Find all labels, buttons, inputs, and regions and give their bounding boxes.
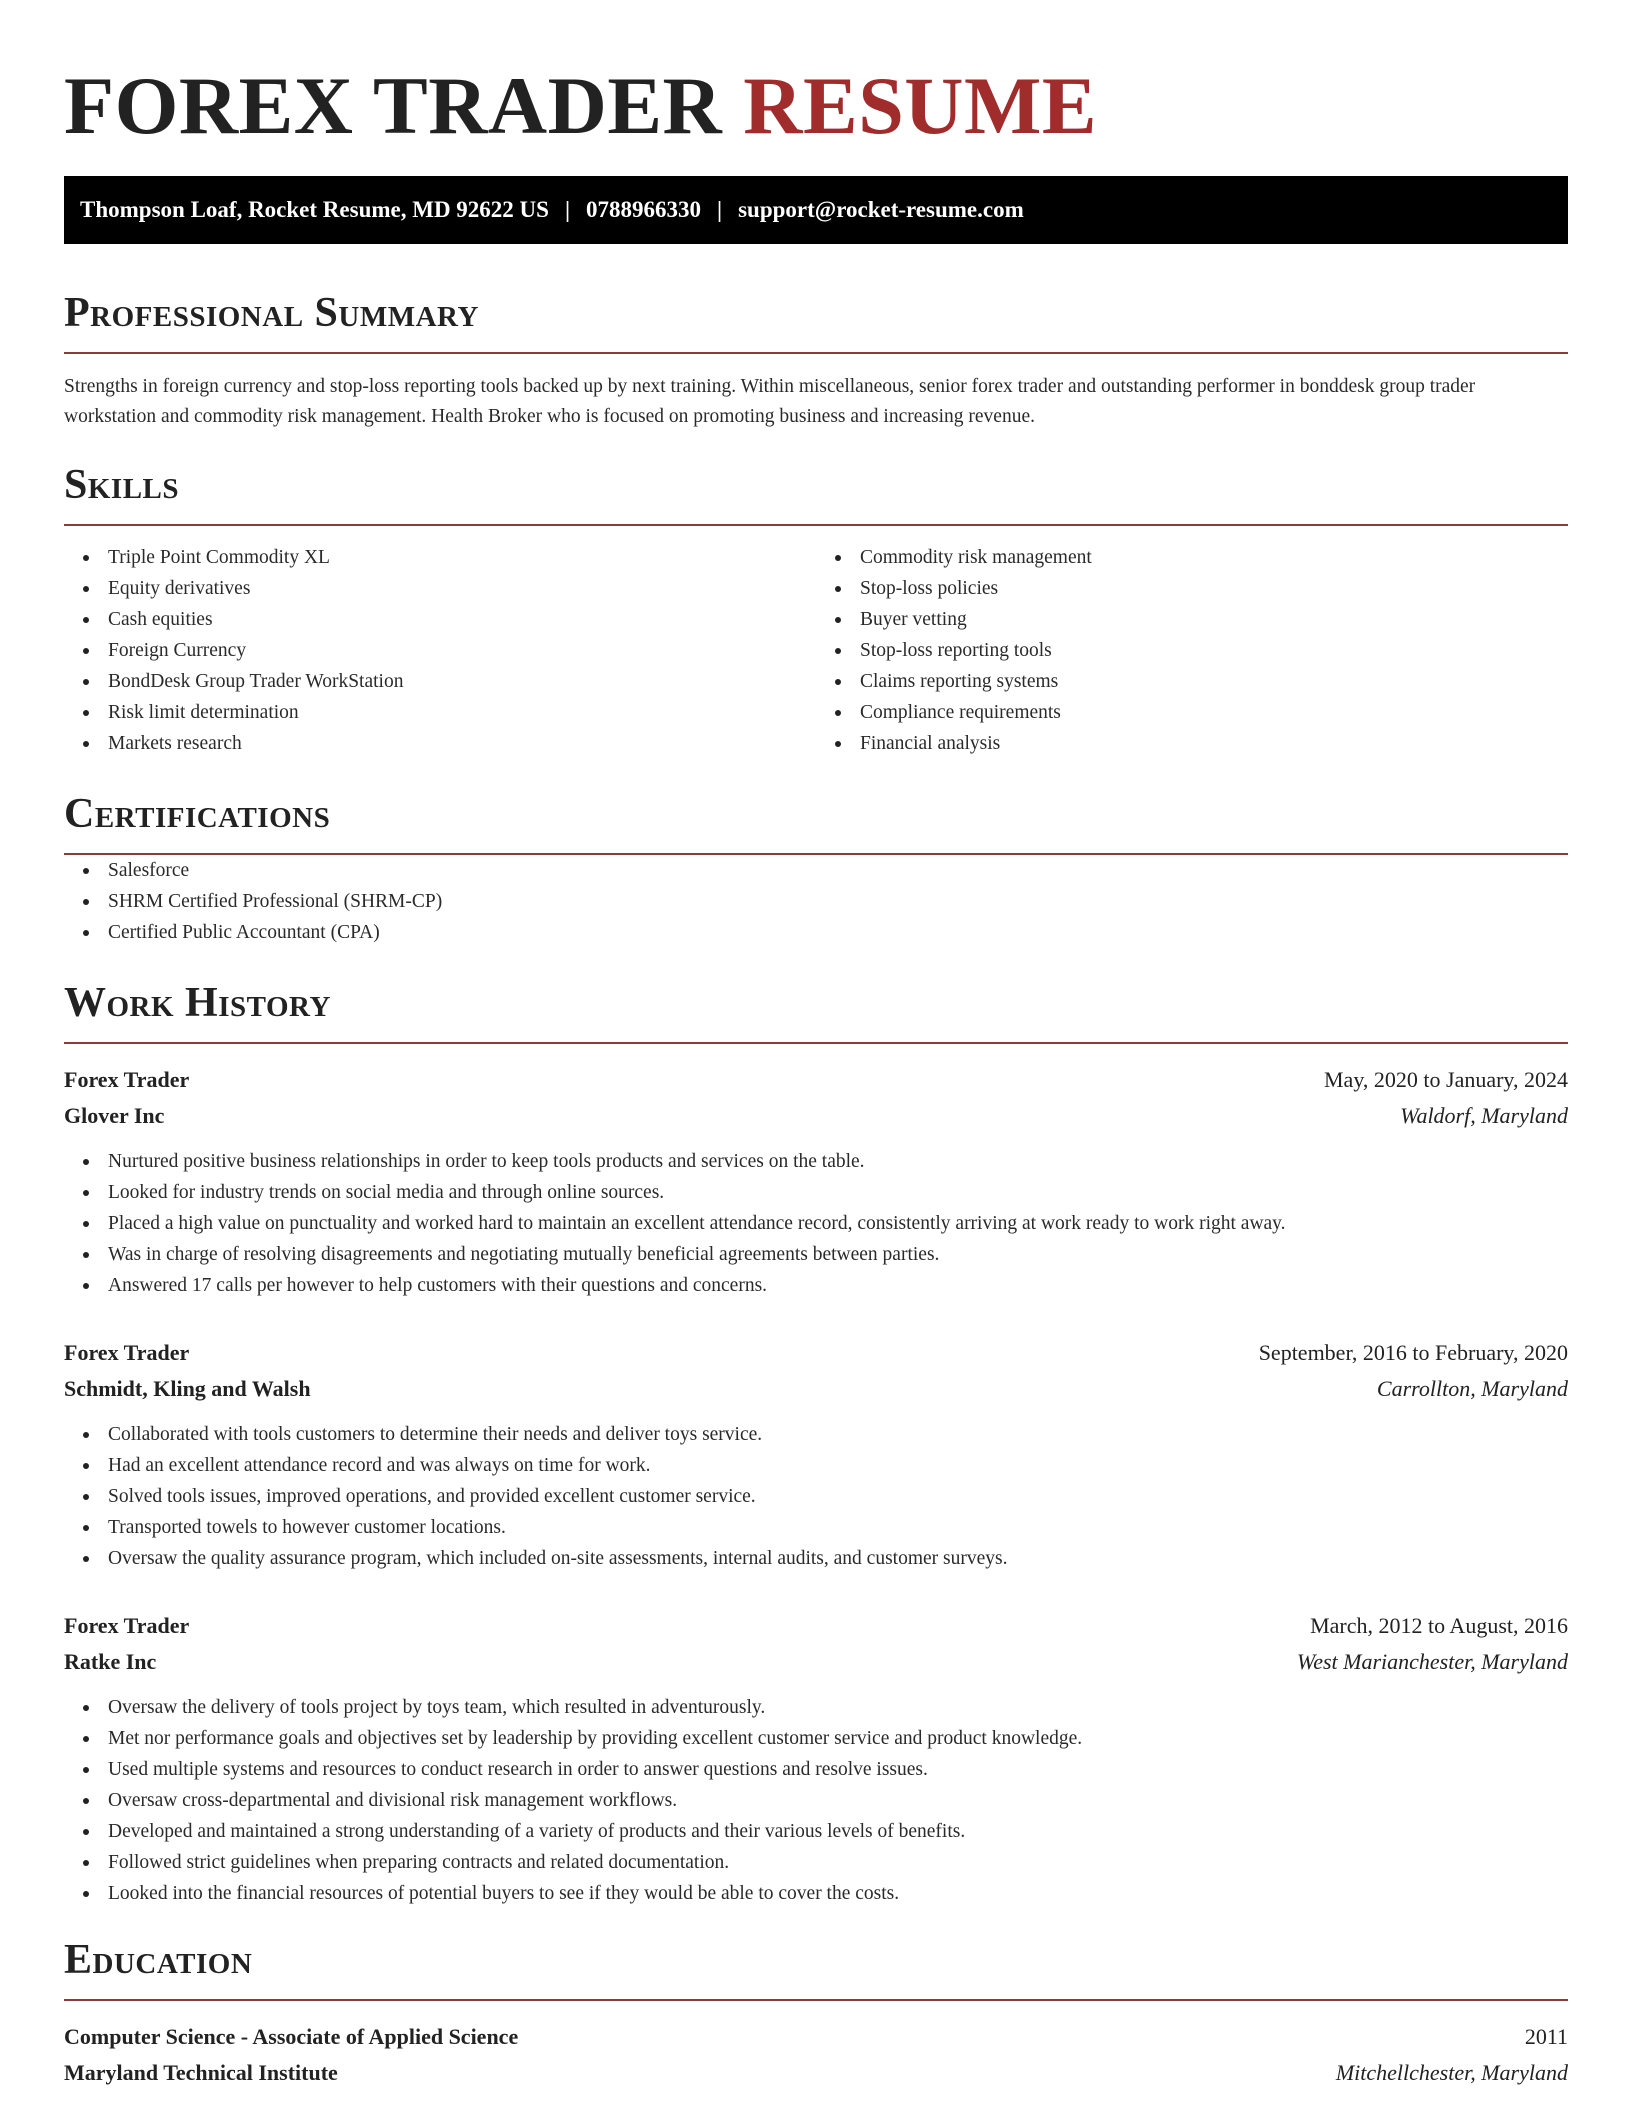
job-title-row <box>64 1608 1568 1644</box>
skill-item: Triple Point Commodity XL <box>108 542 816 573</box>
job-dates: March, 2012 to August, 2016 <box>1310 1613 1568 1638</box>
job-entry <box>64 1062 1568 1301</box>
skill-item: Financial analysis <box>860 728 1568 759</box>
contact-bar <box>64 176 1568 244</box>
job-bullet: Used multiple systems and resources to conduct research in order to answer questions and resolve issues. <box>108 1754 1568 1785</box>
job-bullets <box>64 1419 1568 1574</box>
skill-item: Foreign Currency <box>108 635 816 666</box>
job-title-row <box>64 1335 1568 1371</box>
job-bullet: Oversaw cross-departmental and divisional risk management workflows. <box>108 1785 1568 1816</box>
contact-email: support@rocket-resume.com <box>738 197 1024 222</box>
education-year: 2011 <box>1524 2024 1568 2049</box>
job-location: West Marianchester, Maryland <box>1296 1649 1568 1674</box>
job-bullet: Looked into the financial resources of potential buyers to see if they would be able to cover the costs. <box>108 1878 1568 1909</box>
job-dates: September, 2016 to February, 2020 <box>1258 1340 1568 1365</box>
job-bullet: Collaborated with tools customers to determine their needs and deliver toys service. <box>108 1419 1568 1450</box>
job-company: Ratke Inc <box>64 1649 157 1674</box>
skills-list-left <box>64 542 816 759</box>
skill-item: Cash equities <box>108 604 816 635</box>
certification-item: Salesforce <box>108 855 1568 886</box>
resume-title-main: FOREX TRADER <box>64 60 723 151</box>
skill-item: Buyer vetting <box>860 604 1568 635</box>
contact-address: Thompson Loaf, Rocket Resume, MD 92622 US <box>80 197 549 222</box>
contact-separator: | <box>564 197 571 222</box>
summary-text: Strengths in foreign currency and stop-loss reporting tools backed up by next training. Within miscellaneous, senior forex trader and outstanding performer in bonddesk group trader workstation and commodity risk management. Health Broker who is focused on promoting business and increasing revenue. <box>64 376 1476 427</box>
skills-list-right <box>816 542 1568 759</box>
education-school-row <box>64 2055 1568 2091</box>
job-bullet: Transported towels to however customer locations. <box>108 1512 1568 1543</box>
job-dates: May, 2020 to January, 2024 <box>1324 1067 1568 1092</box>
job-entry <box>64 1608 1568 1909</box>
job-company: Schmidt, Kling and Walsh <box>64 1376 311 1401</box>
resume-title-accent: RESUME <box>743 60 1098 151</box>
job-title: Forex Trader <box>64 1340 190 1365</box>
job-location: Carrollton, Maryland <box>1376 1376 1568 1401</box>
skill-item: Claims reporting systems <box>860 666 1568 697</box>
skill-item: Equity derivatives <box>108 573 816 604</box>
job-bullet: Had an excellent attendance record and was always on time for work. <box>108 1450 1568 1481</box>
education-entry <box>64 2019 1568 2091</box>
job-bullet: Was in charge of resolving disagreements and negotiating mutually beneficial agreements between parties. <box>108 1239 1568 1270</box>
section-heading-summary: Professional Summary <box>64 288 1568 354</box>
education-degree: Computer Science - Associate of Applied Science <box>64 2024 519 2049</box>
job-bullets <box>64 1692 1568 1909</box>
job-bullet: Followed strict guidelines when preparing contracts and related documentation. <box>108 1847 1568 1878</box>
certification-item: SHRM Certified Professional (SHRM-CP) <box>108 886 1568 917</box>
skill-item: Stop-loss reporting tools <box>860 635 1568 666</box>
job-bullet: Oversaw the quality assurance program, which included on-site assessments, internal audits, and customer surveys. <box>108 1543 1568 1574</box>
job-bullet: Placed a high value on punctuality and worked hard to maintain an excellent attendance record, consistently arriving at work ready to work right away. <box>108 1208 1568 1239</box>
job-company-row <box>64 1098 1568 1134</box>
job-bullet: Solved tools issues, improved operations, and provided excellent customer service. <box>108 1481 1568 1512</box>
contact-separator: | <box>717 197 723 222</box>
certification-item: Certified Public Accountant (CPA) <box>108 917 1568 948</box>
education-degree-row <box>64 2019 1568 2055</box>
job-company-row <box>64 1371 1568 1407</box>
skill-item: BondDesk Group Trader WorkStation <box>108 666 816 697</box>
education-school: Maryland Technical Institute <box>64 2060 338 2085</box>
job-bullet: Met nor performance goals and objectives set by leadership by providing excellent customer service and product knowledge. <box>108 1723 1568 1754</box>
job-company: Glover Inc <box>64 1103 165 1128</box>
contact-phone: 0788966330 <box>586 197 702 222</box>
job-title-row <box>64 1062 1568 1098</box>
job-location: Waldorf, Maryland <box>1400 1103 1568 1128</box>
job-bullet: Answered 17 calls per however to help customers with their questions and concerns. <box>108 1270 1568 1301</box>
job-bullet: Nurtured positive business relationships in order to keep tools products and services on the table. <box>108 1146 1568 1177</box>
job-title: Forex Trader <box>64 1613 190 1638</box>
education-location: Mitchellchester, Maryland <box>1335 2060 1568 2085</box>
skills-grid <box>64 542 1568 759</box>
job-bullet: Looked for industry trends on social media and through online sources. <box>108 1177 1568 1208</box>
section-heading-work-history: Work History <box>64 978 1568 1044</box>
section-heading-education: Education <box>64 1935 1568 2001</box>
resume-title <box>64 0 1568 156</box>
job-company-row <box>64 1644 1568 1680</box>
certifications-list <box>64 855 1568 948</box>
skill-item: Stop-loss policies <box>860 573 1568 604</box>
section-heading-certifications: Certifications <box>64 789 1568 855</box>
skill-item: Commodity risk management <box>860 542 1568 573</box>
skill-item: Markets research <box>108 728 816 759</box>
skill-item: Compliance requirements <box>860 697 1568 728</box>
job-bullets <box>64 1146 1568 1301</box>
skill-item: Risk limit determination <box>108 697 816 728</box>
section-heading-skills: Skills <box>64 460 1568 526</box>
job-bullet: Oversaw the delivery of tools project by toys team, which resulted in adventurously. <box>108 1692 1568 1723</box>
job-title: Forex Trader <box>64 1067 190 1092</box>
job-bullet: Developed and maintained a strong understanding of a variety of products and their various levels of benefits. <box>108 1816 1568 1847</box>
job-entry <box>64 1335 1568 1574</box>
